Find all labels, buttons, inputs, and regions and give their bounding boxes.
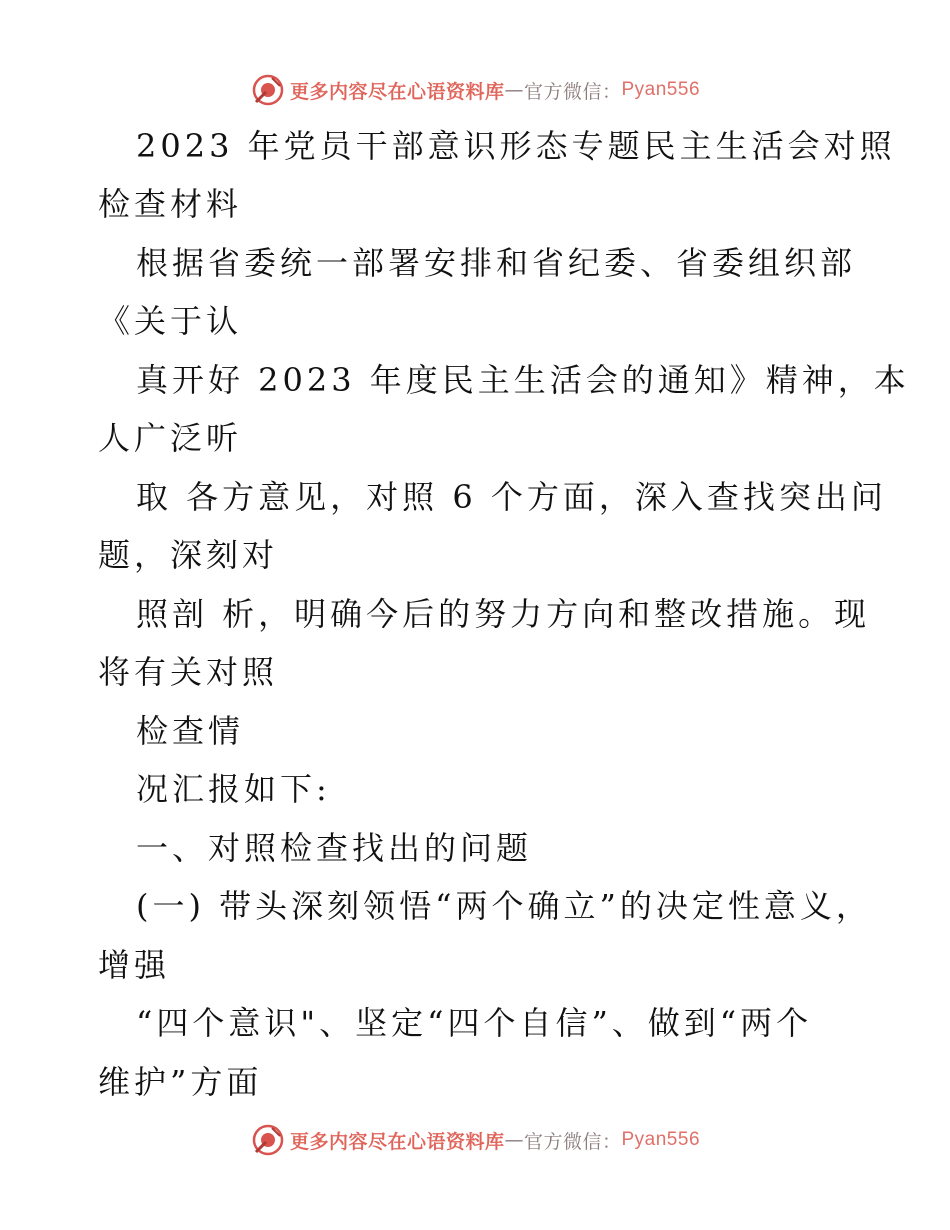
header-watermark xyxy=(0,70,950,110)
watermark-main-text: 更多内容尽在心语资料库 xyxy=(289,80,505,103)
watermark-sub-text: 官方微信： xyxy=(523,80,622,103)
doc-title-line-2: 检查材料 xyxy=(98,185,243,223)
doc-line: 取 各方意见，对照 6 个方面，深入查找突出问 xyxy=(136,478,887,516)
subsection-heading: (一) 带头深刻领悟“两个确立”的决定性意义， xyxy=(136,887,872,925)
seal-icon xyxy=(250,1122,286,1158)
section-heading: 一、对照检查找出的问题 xyxy=(136,829,533,867)
doc-line: 人广泛听 xyxy=(98,419,243,457)
doc-line: 《关于认 xyxy=(98,302,243,340)
doc-line: “四个意识"、坚定“四个自信”、做到“两个 xyxy=(136,1004,813,1042)
doc-title-line-1: 2023 年党员干部意识形态专题民主生活会对照 xyxy=(136,127,896,165)
watermark-id: Pyan556 xyxy=(621,79,701,100)
watermark-dash: — xyxy=(504,1129,524,1151)
doc-line: 维护”方面 xyxy=(98,1063,263,1101)
watermark-dash: — xyxy=(504,79,524,101)
doc-line: 根据省委统一部署安排和省纪委、省委组织部 xyxy=(136,244,857,282)
footer-watermark xyxy=(0,1120,950,1160)
watermark-sub-text: 官方微信： xyxy=(523,1130,622,1153)
doc-line: 将有关对照 xyxy=(98,653,279,691)
doc-line: 况汇报如下: xyxy=(136,770,331,808)
seal-icon xyxy=(250,72,286,108)
watermark-id: Pyan556 xyxy=(621,1129,701,1150)
doc-line: 真开好 2023 年度民主生活会的通知》精神，本 xyxy=(136,361,910,399)
doc-line: 增强 xyxy=(98,946,171,984)
doc-line: 照剖 析，明确今后的努力方向和整改措施。现 xyxy=(136,595,871,633)
doc-line: 检查情 xyxy=(136,712,245,750)
watermark-main-text: 更多内容尽在心语资料库 xyxy=(289,1130,505,1153)
doc-line: 题，深刻对 xyxy=(98,536,279,574)
